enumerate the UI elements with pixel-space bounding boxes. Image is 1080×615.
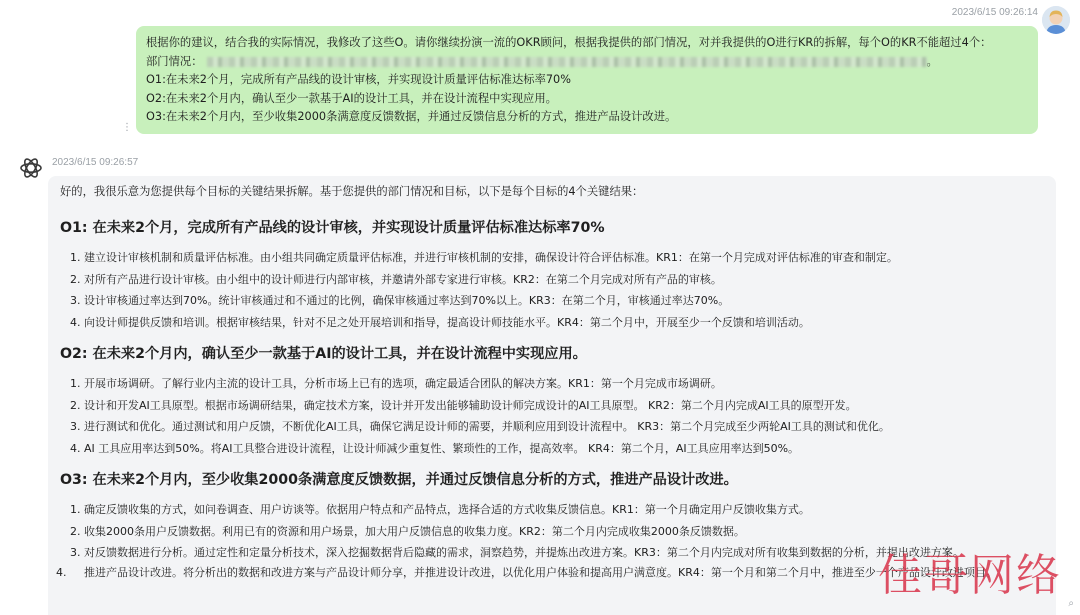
user-message-line	[146, 53, 1028, 72]
list-item: 4. 向设计师提供反馈和培训。根据审核结果，针对不足之处开展培训和指导，提高设计师技能水平。KR4：第二个月中，开展至少一个反馈和培训活动。	[70, 315, 810, 329]
key-results-list	[56, 499, 1044, 582]
list-item: 2. 设计和开发AI工具原型。根据市场调研结果，确定技术方案，设计并开发出能够辅助设计师完成设计的AI工具原型。 KR2：第二个月内完成AI工具的原型开发。	[70, 398, 857, 412]
redacted-text	[207, 57, 927, 67]
list-item: 1. 确定反馈收集的方式，如问卷调查、用户访谈等。依据用户特点和产品特点，选择合适的方式收集反馈信息。KR1：第一个月确定用户反馈收集方式。	[70, 503, 810, 516]
user-message-bubble	[136, 26, 1038, 134]
list-item: 4. 推进产品设计改进。将分析出的数据和改进方案与产品设计师分享，并推进设计改进，以优化用户体验和提高用户满意度。KR4：第一个月和第二个月中，推进至少一个产品设计改进项目。	[56, 565, 997, 579]
list-item: 1. 开展市场调研。了解行业内主流的设计工具，分析市场上已有的选项，确定最适合团队的解决方案。KR1：第一个月完成市场调研。	[70, 377, 722, 390]
user-message-line: O3:在未来2个月内，至少收集2000条满意度反馈数据，并通过反馈信息分析的方式，推进产品设计改进。	[146, 110, 677, 124]
key-results-list	[60, 373, 1044, 459]
message-options-icon[interactable]: ⋮	[122, 122, 132, 133]
assistant-message-bubble	[48, 176, 1056, 615]
assistant-message-timestamp: 2023/6/15 09:26:57	[52, 157, 139, 168]
redacted-suffix: 。	[926, 54, 938, 68]
objective-heading: O1: 在未来2个月，完成所有产品线的设计审核，并实现设计质量评估标准达标率70%	[60, 220, 605, 236]
list-item: 1. 建立设计审核机制和质量评估标准。由小组共同确定质量评估标准，并进行审核机制的安排，确保设计符合评估标准。KR1：在第一个月完成对评估标准的审查和制定。	[70, 251, 898, 264]
objective-section-3	[56, 470, 1044, 582]
list-item: 3. 进行测试和优化。通过测试和用户反馈，不断优化AI工具，确保它满足设计师的需要，并顺利应用到设计流程中。 KR3：第二个月完成至少两轮AI工具的测试和优化。	[70, 420, 890, 433]
user-message-line: O1:在未来2个月，完成所有产品线的设计审核，并实现设计质量评估标准达标率70%	[146, 73, 571, 87]
list-item: 2. 对所有产品进行设计审核。由小组中的设计师进行内部审核，并邀请外部专家进行审核。KR2：在第二个月完成对所有产品的审核。	[70, 272, 722, 286]
list-item: 4. AI 工具应用率达到50%。将AI工具整合进设计流程，让设计师减少重复性、繁琐性的工作，提高效率。 KR4：第二个月，AI工具应用率达到50%。	[70, 441, 800, 455]
watermark: 佳哥网络	[878, 550, 1062, 601]
objective-section-1	[60, 218, 1044, 333]
department-label: 部门情况：	[146, 54, 203, 68]
objective-heading: O2: 在未来2个月内，确认至少一款基于AI的设计工具，并在设计流程中实现应用。	[60, 346, 587, 362]
objective-section-2	[60, 344, 1044, 459]
user-message-line: 根据你的建议，结合我的实际情况，我修改了这些O。请你继续扮演一流的OKR顾问，根据我提供的部门情况，对并我提供的O进行KR的拆解，每个O的KR不能超过4个：	[146, 36, 992, 49]
user-message-timestamp: 2023/6/15 09:26:14	[951, 7, 1038, 18]
list-item: 2. 收集2000条用户反馈数据。利用已有的资源和用户场景，加大用户反馈信息的收集力度。KR2：第二个月内完成收集2000条反馈数据。	[70, 524, 745, 538]
assistant-avatar-icon	[18, 155, 44, 181]
user-message-line: O2:在未来2个月内，确认至少一款基于AI的设计工具，并在设计流程中实现应用。	[146, 91, 557, 105]
key-results-list	[60, 247, 1044, 333]
list-item: 3. 对反馈数据进行分析。通过定性和定量分析技术，深入挖掘数据背后隐藏的需求，洞察趋势，并提炼出改进方案。KR3：第二个月内完成对所有收集到数据的分析，并提出改进方案。	[70, 546, 964, 559]
assistant-intro: 好的，我很乐意为您提供每个目标的关键结果拆解。基于您提供的部门情况和目标，以下是每个目标的4个关键结果：	[60, 185, 644, 198]
user-avatar[interactable]	[1042, 6, 1070, 34]
list-item: 3. 设计审核通过率达到70%。统计审核通过和不通过的比例，确保审核通过率达到70%以上。KR3：在第二个月，审核通过率达70%。	[70, 294, 730, 307]
user-avatar-icon	[1042, 6, 1070, 34]
objective-heading: O3: 在未来2个月内，至少收集2000条满意度反馈数据，并通过反馈信息分析的方式，推进产品设计改进。	[60, 472, 738, 488]
search-icon: ⌕	[1068, 598, 1074, 609]
